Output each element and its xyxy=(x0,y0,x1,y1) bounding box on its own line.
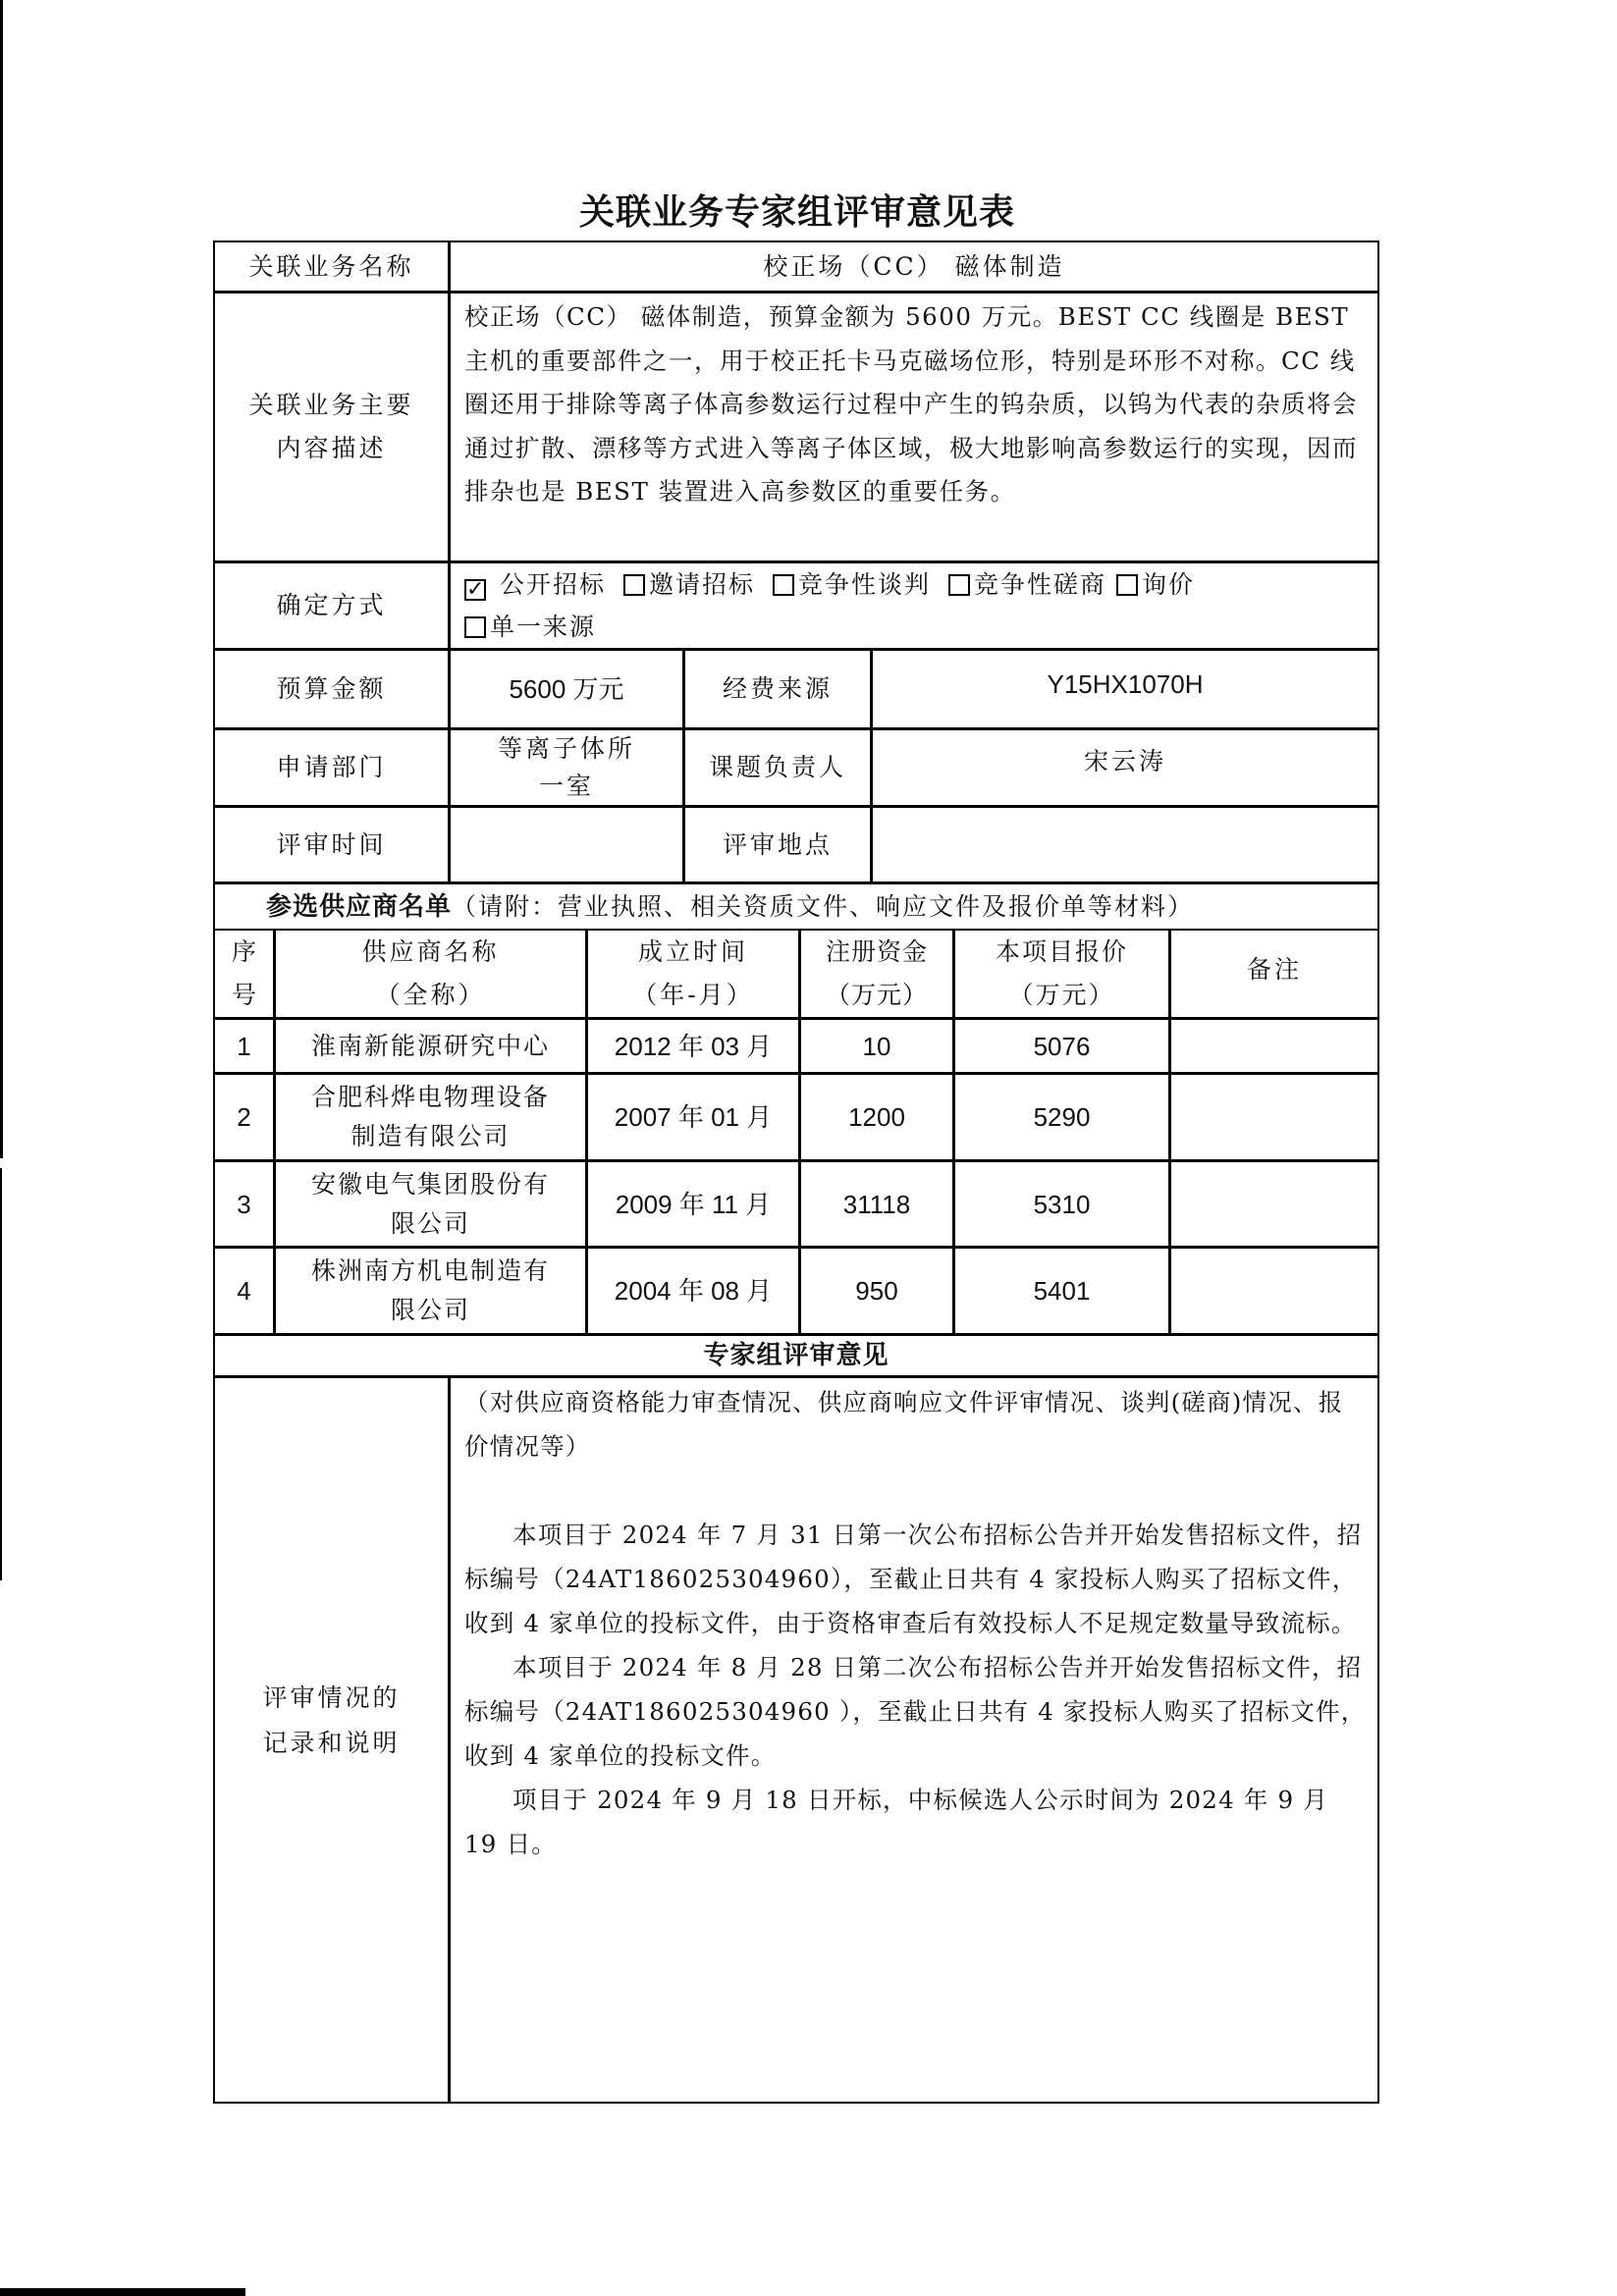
method-option-label: 竞争性谈判 xyxy=(797,570,931,599)
row2-founded: 2007 年 01 月 xyxy=(586,1073,800,1161)
document-title: 关联业务专家组评审意见表 xyxy=(578,192,1015,233)
review-time-value[interactable] xyxy=(449,806,684,883)
budget-value: 5600 万元 xyxy=(449,649,684,729)
row2-name xyxy=(274,1073,587,1161)
checkbox-icon[interactable] xyxy=(948,574,970,596)
row1-quote: 5076 xyxy=(953,1018,1170,1074)
expert-opinion-paragraph-1: 本项目于 2024 年 7 月 31 日第一次公布招标公告并开始发售招标文件，招标编号（24AT186025304960），至截止日共有 4 家投标人购买了招标文件，收到 4 家单位的投标文件，由于资格审查后有效投标人不足规定数量导致流标。 xyxy=(464,1521,1363,1637)
method-label: 确定方式 xyxy=(213,561,450,650)
department-value-line2: 一室 xyxy=(538,772,594,800)
department-label: 申请部门 xyxy=(213,728,450,807)
scan-edge-left xyxy=(0,0,3,1158)
row1-seq: 1 xyxy=(213,1018,275,1074)
row4-name-line1: 株洲南方机电制造有 xyxy=(310,1256,550,1285)
method-option-label: 公开招标 xyxy=(499,570,606,599)
header-quote-line2: （万元） xyxy=(1008,981,1115,1009)
method-option-label: 单一来源 xyxy=(490,613,597,641)
header-quote-line1: 本项目报价 xyxy=(995,937,1128,966)
header-name-line2: （全称） xyxy=(375,981,486,1009)
row3-capital: 31118 xyxy=(799,1160,954,1248)
row1-name: 淮南新能源研究中心 xyxy=(274,1018,587,1074)
row4-founded: 2004 年 08 月 xyxy=(586,1247,800,1335)
method-option-single-source[interactable] xyxy=(464,606,596,648)
expert-opinion-content xyxy=(449,1376,1379,2104)
review-time-label: 评审时间 xyxy=(213,806,450,883)
method-option-consultation[interactable] xyxy=(948,563,1106,606)
method-option-label: 邀请招标 xyxy=(648,570,755,599)
row3-name xyxy=(274,1160,587,1248)
header-remark: 备注 xyxy=(1169,929,1379,1019)
review-place-value[interactable] xyxy=(871,806,1379,883)
description-value xyxy=(449,292,1379,562)
review-place-label: 评审地点 xyxy=(683,806,872,883)
method-option-negotiation[interactable] xyxy=(773,563,931,606)
row2-capital: 1200 xyxy=(799,1073,954,1161)
header-founded xyxy=(586,929,800,1019)
row1-founded: 2012 年 03 月 xyxy=(586,1018,800,1074)
row4-name-line2: 限公司 xyxy=(390,1296,470,1324)
header-seq-line1: 序 xyxy=(231,937,256,966)
leader-label: 课题负责人 xyxy=(683,728,872,807)
scan-edge-bottom xyxy=(0,2288,245,2296)
header-capital-line1: 注册资金 xyxy=(825,937,928,966)
suppliers-section-title: 参选供应商名单 xyxy=(266,891,453,922)
expert-opinion-label xyxy=(213,1376,450,2104)
scan-edge-left-lower xyxy=(0,1168,2,1580)
row2-name-line2: 制造有限公司 xyxy=(350,1122,511,1150)
row4-quote: 5401 xyxy=(953,1247,1170,1335)
checkbox-icon[interactable] xyxy=(1116,574,1138,596)
department-value-line1: 等离子体所 xyxy=(497,734,635,763)
method-option-inquiry[interactable] xyxy=(1116,563,1195,606)
header-supplier-name xyxy=(274,929,587,1019)
budget-label: 预算金额 xyxy=(213,649,450,729)
row3-name-line1: 安徽电气集团股份有 xyxy=(310,1169,550,1199)
expert-label-line2: 记录和说明 xyxy=(262,1728,401,1757)
row1-remark xyxy=(1169,1018,1379,1074)
row4-remark xyxy=(1169,1247,1379,1335)
header-capital-line2: （万元） xyxy=(825,981,928,1009)
row2-quote: 5290 xyxy=(953,1073,1170,1161)
method-option-label: 询价 xyxy=(1142,570,1196,599)
header-quote xyxy=(953,929,1170,1019)
row2-seq: 2 xyxy=(213,1073,275,1161)
method-option-invited[interactable] xyxy=(623,563,755,606)
department-value xyxy=(449,728,684,807)
description-text: 校正场（CC） 磁体制造，预算金额为 5600 万元。BEST CC 线圈是 BEST 主机的重要部件之一，用于校正托卡马克磁场位形，特别是环形不对称。CC 线圈还用于排除等离子体高参数运行过程中产生的钨杂质，以钨为代表的杂质将会通过扩散、漂移等方式进入等离子体区域，极大地影响高参数运行的实现，因而排杂也是 BEST 装置进入高参数区的重要任务。 xyxy=(464,302,1358,506)
header-name-line1: 供应商名称 xyxy=(361,937,500,966)
description-label-line1: 关联业务主要 xyxy=(248,391,414,419)
row3-founded: 2009 年 11 月 xyxy=(586,1160,800,1248)
business-name-value: 校正场（CC） 磁体制造 xyxy=(449,240,1379,293)
expert-opinion-paragraph-2: 本项目于 2024 年 8 月 28 日第二次公布招标公告并开始发售招标文件，招标编号（24AT186025304960 ），至截止日共有 4 家投标人购买了招标文件，收到 4 家单位的投标文件。 xyxy=(464,1653,1367,1770)
expert-opinion-title: 专家组评审意见 xyxy=(213,1334,1379,1377)
fund-source-label: 经费来源 xyxy=(683,649,872,729)
checkbox-icon[interactable] xyxy=(623,574,645,596)
fund-source-value: Y15HX1070H xyxy=(871,649,1379,729)
row3-name-line2: 限公司 xyxy=(390,1208,470,1238)
header-founded-line2: （年-月） xyxy=(632,981,754,1009)
expert-label-line1: 评审情况的 xyxy=(262,1682,401,1712)
suppliers-section-note: （请附：营业执照、相关资质文件、响应文件及报价单等材料） xyxy=(452,891,1195,921)
method-option-label: 竞争性磋商 xyxy=(974,570,1107,599)
suppliers-section-header xyxy=(213,882,1379,931)
row3-remark xyxy=(1169,1160,1379,1248)
method-options xyxy=(449,561,1379,650)
business-name-label: 关联业务名称 xyxy=(213,240,450,293)
row2-name-line1: 合肥科烨电物理设备 xyxy=(310,1083,550,1111)
row4-name xyxy=(274,1247,587,1335)
row1-capital: 10 xyxy=(799,1018,954,1074)
header-seq-line2: 号 xyxy=(231,981,256,1009)
row3-quote: 5310 xyxy=(953,1160,1170,1248)
checkbox-checked-icon[interactable]: ✓ xyxy=(466,577,485,602)
checkbox-icon[interactable] xyxy=(464,616,486,638)
checkbox-icon[interactable] xyxy=(773,574,794,596)
row3-seq: 3 xyxy=(213,1160,275,1248)
row4-capital: 950 xyxy=(799,1247,954,1335)
description-label xyxy=(213,292,450,562)
header-capital xyxy=(799,929,954,1019)
method-option-public[interactable] xyxy=(464,563,606,606)
header-founded-line1: 成立时间 xyxy=(637,937,748,966)
header-seq xyxy=(213,929,275,1019)
expert-opinion-hint: （对供应商资格能力审查情况、供应商响应文件评审情况、谈判(磋商)情况、报价情况等） xyxy=(464,1388,1344,1461)
row2-remark xyxy=(1169,1073,1379,1161)
row4-seq: 4 xyxy=(213,1247,275,1335)
leader-value: 宋云涛 xyxy=(871,728,1379,807)
description-label-line2: 内容描述 xyxy=(276,434,387,462)
expert-opinion-paragraph-3: 项目于 2024 年 9 月 18 日开标，中标候选人公示时间为 2024 年 9 月 19 日。 xyxy=(464,1786,1329,1858)
